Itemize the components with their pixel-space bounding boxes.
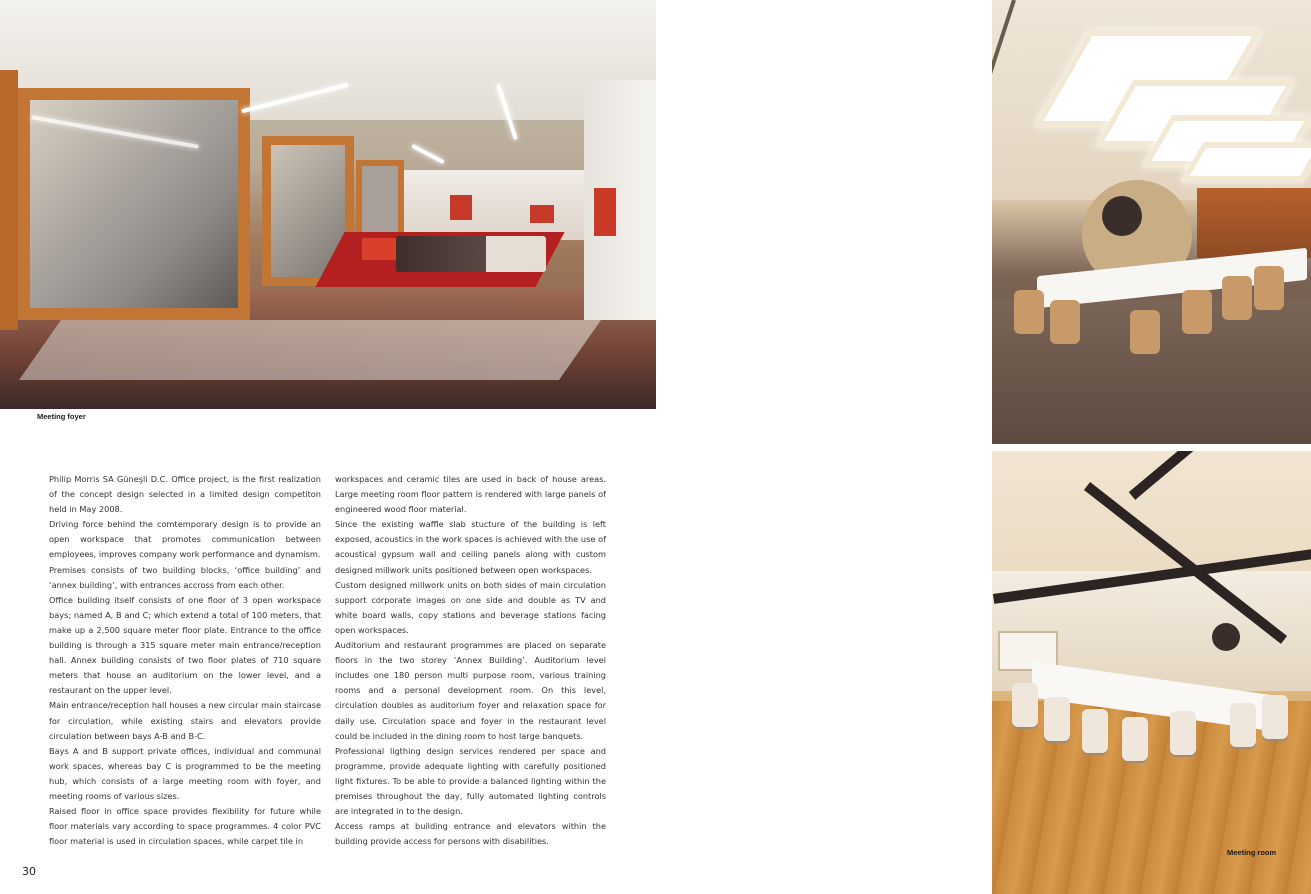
paragraph: Auditorium and restaurant programmes are placed on separate floors in the two storey ‘Annex Building’. Auditorium level includes one 180 person multi purpose room, various training rooms and a personal development room. On this level, circulation doubles as auditorium foyer and relaxation space for daily use. Circulation space and foyer in the restaurant level could be included in the dining room to host large banquets. <box>335 640 606 741</box>
paragraph: Philip Morris SA Güneşli D.C. Office project, is the first realization of the concept design selected in a limited design competiton held in May 2008. <box>49 474 321 515</box>
meeting-foyer-photo <box>0 0 656 409</box>
meeting-room-photo-bottom <box>992 451 1311 894</box>
paragraph: Office building itself consists of one floor of 3 open workspace bays; named A, B and C; which extend a total of 100 meters, that make up a 2,500 square meter floor plate. Entrance to the office building is through a 315 square meter main entrance/reception hall. Annex building consists of two floor plates of 710 square meters that house an auditorium on the lower level, and a restaurant on the upper level. <box>49 594 321 696</box>
meeting-room-photo-top <box>992 0 1311 444</box>
paragraph: Since the existing waffle slab stucture of the building is left exposed, acoustics in the work spaces is achieved with the use of acoustical gypsum wall and ceiling panels along with custom designed millwork units positioned between open workspaces. <box>335 519 606 575</box>
paragraph: Custom designed millwork units on both sides of main circulation support corporate images on one side and double as TV and white board walls, copy stations and beverage stations facing open workspaces. <box>335 579 606 635</box>
body-text-right-column <box>335 472 606 849</box>
meeting-room-caption: Meeting room <box>1227 848 1277 857</box>
paragraph: Professional ligthing design services rendered per space and programme, provide adequate lighting with carefully positioned light fixtures. To be able to provide a balanced lighting within the premises throughout the day, fully automated lighting controls are integrated in to the design. <box>335 745 606 817</box>
paragraph: workspaces and ceramic tiles are used in back of house areas. Large meeting room floor pattern is rendered with large panels of engineered wood floor material. <box>335 474 606 515</box>
paragraph: Raised floor in office space provides flexibility for future while floor materials vary according to space programmes. 4 color PVC floor material is used in circulation spaces, while carpet tile in <box>49 806 321 847</box>
paragraph: Access ramps at building entrance and elevators within the building provide access for persons with disabilities. <box>335 821 606 847</box>
paragraph: Main entrance/reception hall houses a new circular main staircase for circulation, while existing stairs and elevators provide circulation between bays A-B and B-C. <box>49 700 321 741</box>
paragraph: Bays A and B support private offices, individual and communal work spaces, whereas bay C is programmed to be the meeting hub, which consists of a large meeting room with foyer, and meeting rooms of various sizes. <box>49 745 321 801</box>
paragraph: Premises consists of two building blocks, ‘office building’ and ‘annex building’, with entrances accross from each other. <box>49 564 321 590</box>
page-number: 30 <box>22 865 36 878</box>
wall-clock-icon <box>1102 196 1142 236</box>
foyer-caption: Meeting foyer <box>37 412 86 421</box>
body-text-left-column <box>49 472 321 849</box>
wall-clock-icon <box>1212 623 1240 651</box>
paragraph: Driving force behind the comtemporary design is to provide an open workspace that promotes communication between employees, improves company work performance and dynamism. <box>49 519 321 560</box>
